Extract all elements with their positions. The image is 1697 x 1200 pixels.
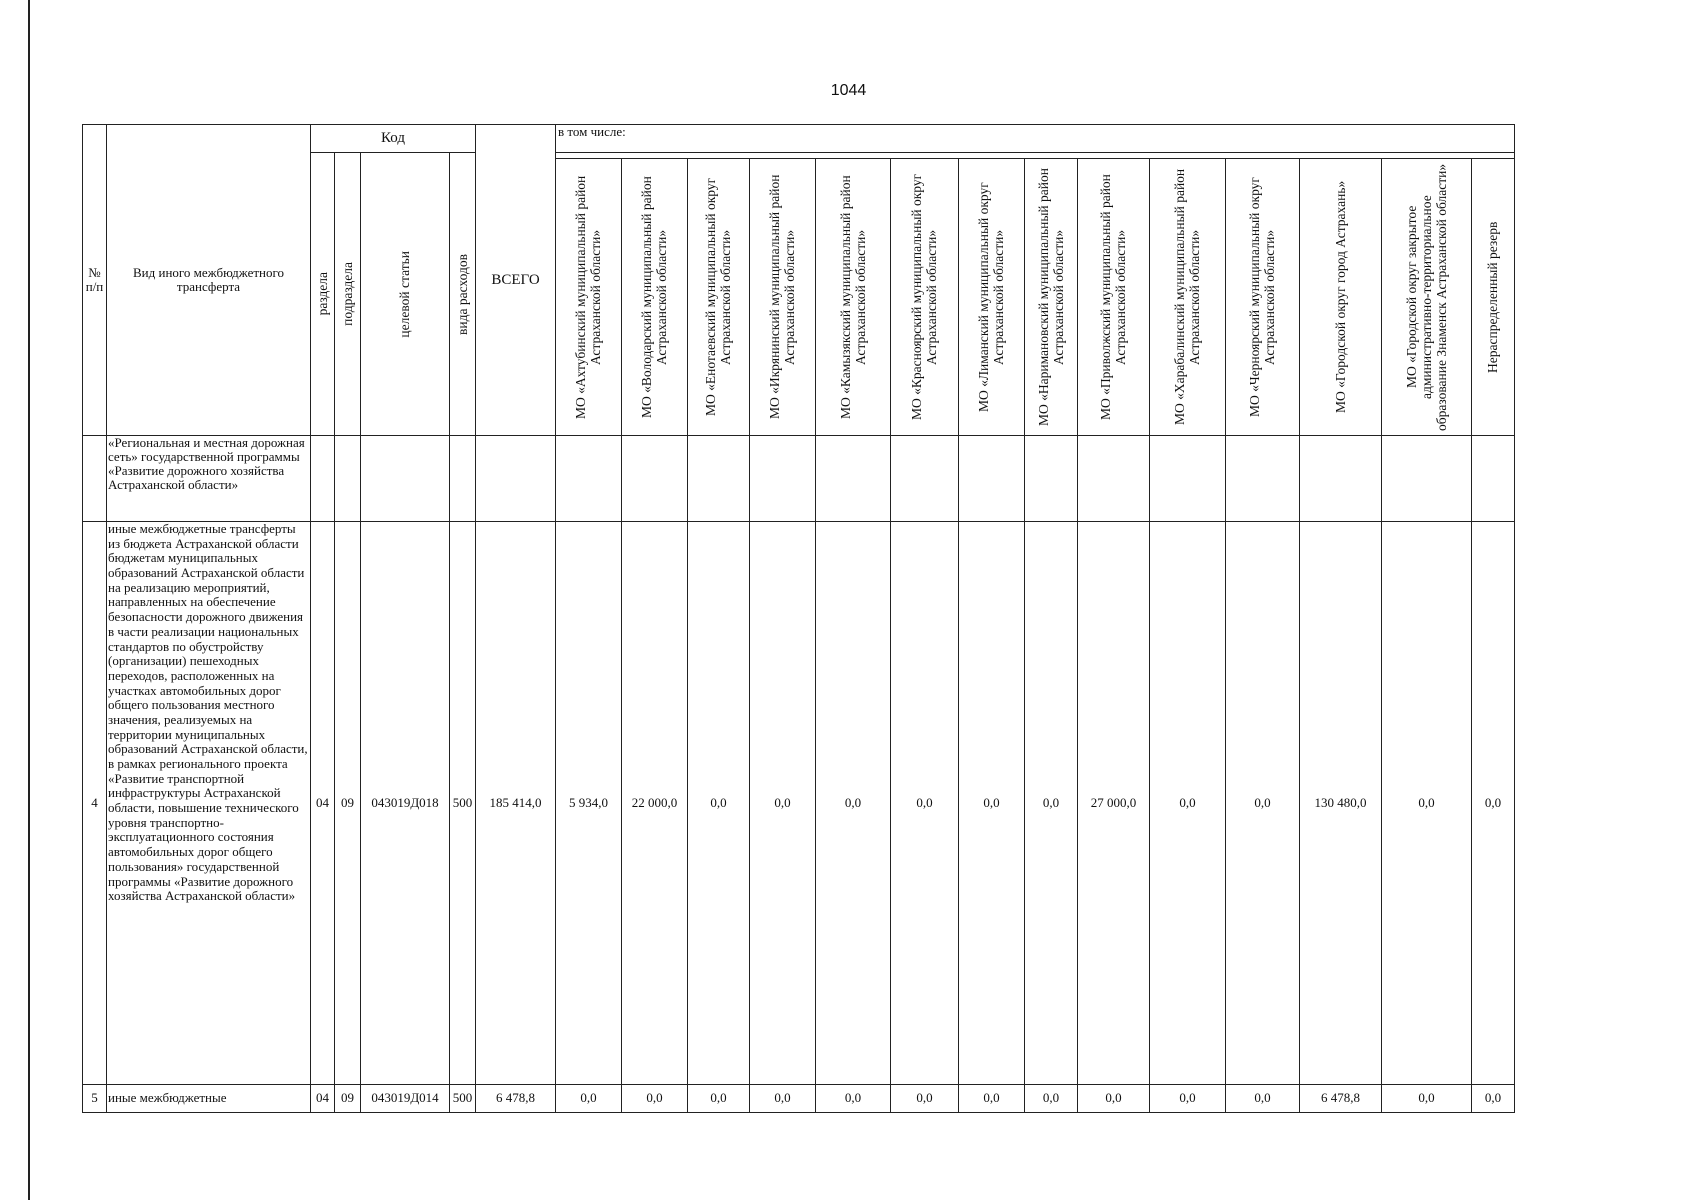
page-number: 1044 <box>830 82 867 99</box>
row-value-ikryaninsky: 0,0 <box>750 1085 816 1113</box>
header-mo-ikryaninsky: МО «Икрянинский муниципальный район Астраханской области» <box>750 159 816 436</box>
row-value-limansky: 0,0 <box>959 1085 1025 1113</box>
header-mo-astrakhan-city: МО «Городской округ город Астрахань» <box>1300 159 1382 436</box>
row-section: 04 <box>311 522 335 1085</box>
header-unallocated-reserve: Нераспределенный резерв <box>1472 159 1515 436</box>
row-subsection: 09 <box>335 1085 361 1113</box>
row-value-enotaevsky: 0,0 <box>688 522 750 1085</box>
header-including: в том числе: <box>556 125 1515 153</box>
row-value-privolzhsky: 27 000,0 <box>1078 522 1150 1085</box>
table-row <box>83 1085 1515 1113</box>
row-total: 185 414,0 <box>476 522 556 1085</box>
row-transfer-description: иные межбюджетные трансферты из бюджета Астраханской области бюджетам муниципальных образований Астраханской области на реализацию мероприятий, направленных на обеспечение безопасности дорожного движения в части реализации национальных стандартов по обустройству (организации) пешеходных переходов, расположенных на участках автомобильных дорог общего пользования местного значения, реализуемых на территории муниципальных образований Астраханской области, в рамках регионального проекта «Развитие транспортной инфраструктуры Астраханской области, повышение технического уровня транспортно-эксплуатационного состояния автомобильных дорог общего пользования» государственной программы «Развитие дорожного хозяйства Астраханской области» <box>107 522 311 1085</box>
row-value-unallocated-reserve: 0,0 <box>1472 1085 1515 1113</box>
row-value-znamensk: 0,0 <box>1382 1085 1472 1113</box>
continuation-row <box>83 436 1515 522</box>
row-value-chernoyarsky: 0,0 <box>1226 1085 1300 1113</box>
row-value-narimanovsky: 0,0 <box>1025 522 1078 1085</box>
header-expense-type: вида расходов <box>450 153 476 436</box>
row-value-chernoyarsky: 0,0 <box>1226 522 1300 1085</box>
row-target-article: 043019Д018 <box>361 522 450 1085</box>
header-mo-kamyzyaksky: МО «Камызякский муниципальный район Астраханской области» <box>816 159 891 436</box>
left-margin-line <box>28 0 30 1200</box>
row-value-ikryaninsky: 0,0 <box>750 522 816 1085</box>
row-value-kharabalinsky: 0,0 <box>1150 1085 1226 1113</box>
row-value-unallocated-reserve: 0,0 <box>1472 522 1515 1085</box>
row-value-akhtubinsky: 0,0 <box>556 1085 622 1113</box>
row-expense-type: 500 <box>450 522 476 1085</box>
row-num: 5 <box>83 1085 107 1113</box>
row-value-astrakhan-city: 130 480,0 <box>1300 522 1382 1085</box>
row-target-article: 043019Д014 <box>361 1085 450 1113</box>
header-target-article: целевой статьи <box>361 153 450 436</box>
row-value-narimanovsky: 0,0 <box>1025 1085 1078 1113</box>
row-subsection: 09 <box>335 522 361 1085</box>
header-mo-volodarsky: МО «Володарский муниципальный район Астраханской области» <box>622 159 688 436</box>
header-mo-krasnoyarsky: МО «Красноярский муниципальный округ Астраханской области» <box>891 159 959 436</box>
row-value-kamyzyaksky: 0,0 <box>816 1085 891 1113</box>
continuation-num <box>83 436 107 522</box>
row-value-volodarsky: 0,0 <box>622 1085 688 1113</box>
row-total: 6 478,8 <box>476 1085 556 1113</box>
header-transfer-type: Вид иного межбюджетного трансферта <box>107 125 311 436</box>
budget-table <box>82 124 1515 1113</box>
header-row-1 <box>83 125 1515 153</box>
header-mo-akhtubinsky: МО «Ахтубинский муниципальный район Астраханской области» <box>556 159 622 436</box>
header-total: ВСЕГО <box>476 125 556 436</box>
row-value-astrakhan-city: 6 478,8 <box>1300 1085 1382 1113</box>
continuation-text: «Региональная и местная дорожная сеть» государственной программы «Развитие дорожного хозяйства Астраханской области» <box>107 436 311 522</box>
row-value-limansky: 0,0 <box>959 522 1025 1085</box>
row-value-enotaevsky: 0,0 <box>688 1085 750 1113</box>
header-mo-limansky: МО «Лиманский муниципальный округ Астраханской области» <box>959 159 1025 436</box>
header-num: № п/п <box>83 125 107 436</box>
header-mo-privolzhsky: МО «Приволжский муниципальный район Астраханской области» <box>1078 159 1150 436</box>
row-value-privolzhsky: 0,0 <box>1078 1085 1150 1113</box>
row-value-kharabalinsky: 0,0 <box>1150 522 1226 1085</box>
row-value-krasnoyarsky: 0,0 <box>891 1085 959 1113</box>
header-mo-znamensk: МО «Городской округ закрытое административно-территориальное образование Знаменск Астраханской области» <box>1382 159 1472 436</box>
header-mo-chernoyarsky: МО «Черноярский муниципальный округ Астраханской области» <box>1226 159 1300 436</box>
row-expense-type: 500 <box>450 1085 476 1113</box>
row-value-znamensk: 0,0 <box>1382 522 1472 1085</box>
row-num: 4 <box>83 522 107 1085</box>
header-mo-kharabalinsky: МО «Харабалинский муниципальный район Астраханской области» <box>1150 159 1226 436</box>
header-subsection: подраздела <box>335 153 361 436</box>
row-section: 04 <box>311 1085 335 1113</box>
row-value-akhtubinsky: 5 934,0 <box>556 522 622 1085</box>
table-row <box>83 522 1515 1085</box>
header-mo-narimanovsky: МО «Наримановский муниципальный район Астраханской области» <box>1025 159 1078 436</box>
header-mo-enotaevsky: МО «Енотаевский муниципальный округ Астраханской области» <box>688 159 750 436</box>
row-transfer-description: иные межбюджетные <box>107 1085 311 1113</box>
row-value-kamyzyaksky: 0,0 <box>816 522 891 1085</box>
row-value-krasnoyarsky: 0,0 <box>891 522 959 1085</box>
header-code: Код <box>311 125 476 153</box>
row-value-volodarsky: 22 000,0 <box>622 522 688 1085</box>
header-section: раздела <box>311 153 335 436</box>
